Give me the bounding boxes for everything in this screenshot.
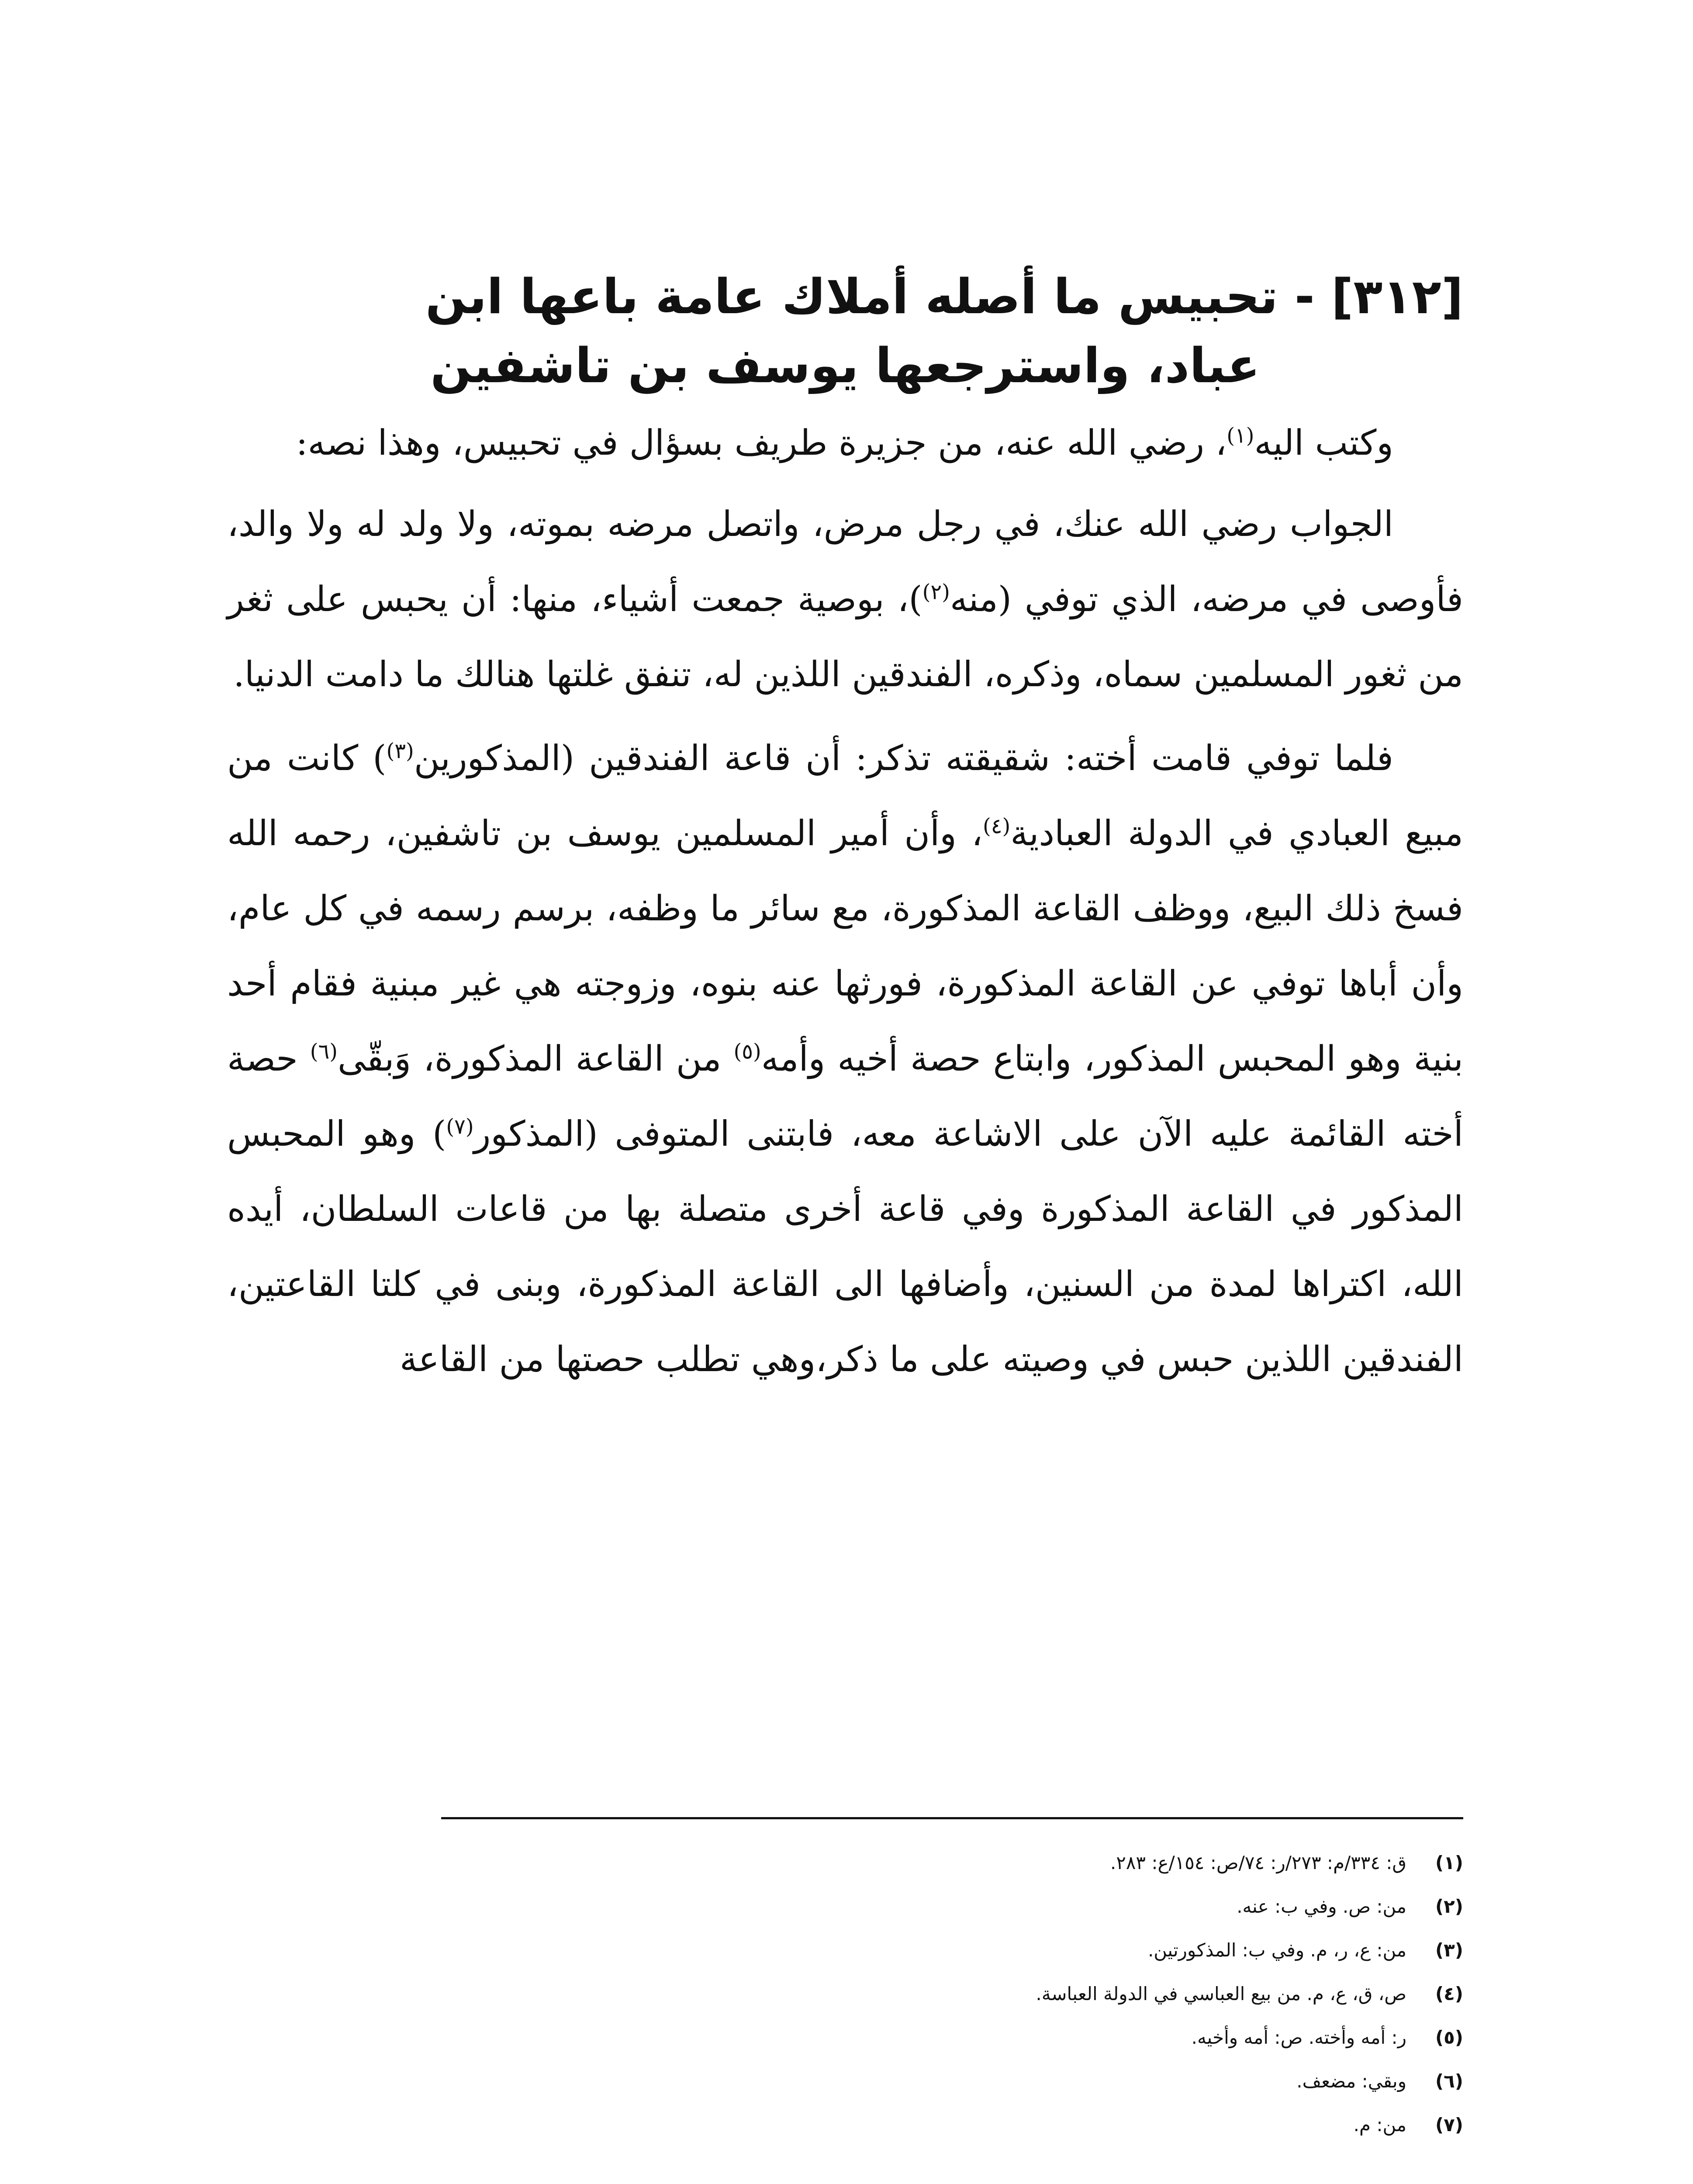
document-page <box>227 262 1463 1397</box>
footnote-number: (٣) <box>1435 1939 1463 1961</box>
para1-text-1: الجواب رضي الله عنك، في رجل مرض، واتصل مرضه بموته، ولا ولد له ولا والد، فأوصى في مرضه، الذي توفي (منه <box>227 504 1463 619</box>
para2-text-1: فلما توفي قامت أخته: شقيقته تذكر: أن قاعة الفندقين (المذكورين <box>414 738 1393 778</box>
footnote-text: وبقي: مضعف. <box>1296 2070 1406 2092</box>
footnote-item <box>568 2016 1463 2060</box>
footnote-number: (١) <box>1435 1852 1463 1873</box>
footnote-item <box>568 1928 1463 1972</box>
para2-text-6: ) وهو المحبس المذكور في القاعة المذكورة وفي قاعة أخرى متصلة بها من قاعات السلطان، أيده الله، اكتراها لمدة من السنين، وأضافها الى القاعة المذكورة، وبنى في كلتا القاعتين، الفندقين اللذين حبس في وصيته على ما ذكر،وهي تطلب حصتها من القاعة <box>227 1113 1463 1379</box>
footnote-text: من: ع، ر، م. وفي ب: المذكورتين. <box>1147 1939 1406 1961</box>
footnote-item <box>568 2060 1463 2103</box>
body-paragraph-1 <box>227 487 1463 712</box>
footnote-ref-3: (٣) <box>386 739 414 764</box>
footnote-number: (٢) <box>1435 1896 1463 1917</box>
footnote-item <box>568 1972 1463 2016</box>
footnote-ref-6: (٦) <box>310 1039 338 1064</box>
footnote-number: (٤) <box>1435 1983 1463 2004</box>
footnote-number: (٧) <box>1435 2114 1463 2136</box>
intro-text-1: وكتب اليه <box>1254 422 1393 463</box>
section-title-line-1: [٣١٢] - تحبيس ما أصله أملاك عامة باعها ابن <box>425 269 1463 325</box>
para2-text-4: من القاعة المذكورة، وَبقّى <box>337 1038 734 1079</box>
footnotes <box>568 1841 1463 2147</box>
section-title-line-2: عباد، واسترجعها يوسف بن تاشفين <box>430 338 1260 394</box>
para1-text-2: )، بوصية جمعت أشياء، منها: أن يحبس على ثغر من ثغور المسلمين سماه، وذكره، الفندقين اللذين له، تنفق غلتها هنالك ما دامت الدنيا. <box>227 579 1463 695</box>
body-paragraph-2 <box>227 721 1463 1397</box>
para2-text-3: ، وأن أمير المسلمين يوسف بن تاشفين، رحمه الله فسخ ذلك البيع، ووظف القاعة المذكورة، مع سائر ما وظفه، برسم رسمه في كل عام، وأن أباها توفي عن القاعة المذكورة، فورثها عنه بنوه، وزوجته هي غير مبنية فقام أحد بنية وهو المحبس المذكور، وابتاع حصة أخيه وأمه <box>227 813 1464 1079</box>
para2-text-5: حصة أخته القائمة عليه الآن على الاشاعة معه، فابتنى المتوفى (المذكور <box>227 1038 1464 1154</box>
footnote-number: (٦) <box>1435 2070 1463 2092</box>
footnote-ref-7: (٧) <box>446 1114 474 1139</box>
footnote-text: من: ص. وفي ب: عنه. <box>1237 1896 1406 1917</box>
footnote-item <box>568 1841 1463 1885</box>
footnote-ref-4: (٤) <box>982 814 1011 839</box>
footnote-ref-2: (٢) <box>922 580 950 605</box>
footnote-text: ص، ق، ع، م. من بيع العباسي في الدولة العباسة. <box>1036 1983 1406 2004</box>
footnote-text: ق: ٣٣٤/م: ٢٧٣/ر: ٧٤/ص: ١٥٤/ع: ٢٨٣. <box>1110 1852 1406 1873</box>
para2-text-2: ) كانت من مبيع العبادي في الدولة العبادية <box>227 738 1463 854</box>
footnote-number: (٥) <box>1435 2027 1463 2048</box>
footnote-divider <box>441 1817 1463 1819</box>
footnote-item <box>568 1885 1463 1928</box>
footnote-ref-5: (٥) <box>733 1039 761 1064</box>
footnote-text: من: م. <box>1353 2114 1406 2136</box>
intro-text-2: ، رضي الله عنه، من جزيرة طريف بسؤال في تحبيس، وهذا نصه: <box>296 422 1227 463</box>
footnote-ref-1: (١) <box>1227 423 1254 448</box>
section-title <box>227 262 1463 400</box>
intro-paragraph <box>227 408 1463 478</box>
footnote-item <box>568 2103 1463 2147</box>
footnote-text: ر: أمه وأخته. ص: أمه وأخيه. <box>1191 2027 1406 2048</box>
